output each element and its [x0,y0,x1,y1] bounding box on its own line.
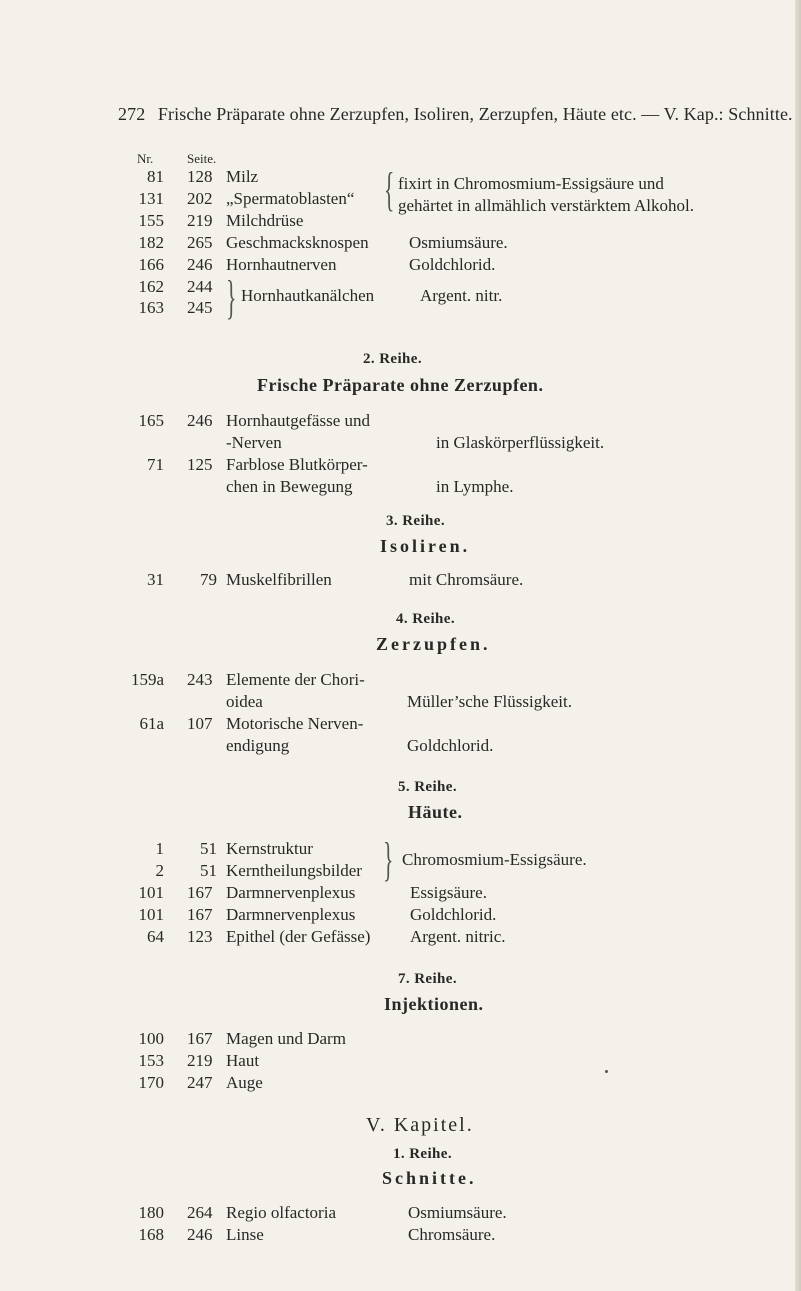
row-seite: 167 [187,883,213,902]
group-treatment-line2: gehärtet in allmählich verstärktem Alkohol. [398,196,694,215]
group-treatment: Chromosmium-Essigsäure. [402,850,587,869]
section-title: Schnitte. [382,1168,477,1188]
row-seite: 107 [187,714,213,733]
row-seite: 219 [187,1051,213,1070]
row-seite: 243 [187,670,213,689]
group-treatment-line1: fixirt in Chromosmium-Essigsäure und [398,174,664,193]
row-treatment: Argent. nitric. [410,927,506,946]
row-treatment: Osmiumsäure. [409,233,508,252]
row-name-line1: Farblose Blutkörper- [226,455,368,474]
row-seite: 167 [187,905,213,924]
row-treatment: Müller’sche Flüssigkeit. [407,692,572,711]
row-treatment: Essigsäure. [410,883,487,902]
row-nr: 71 [147,455,164,474]
row-name: Kerntheilungsbilder [226,861,362,880]
row-seite: 264 [187,1203,213,1222]
hornhaut-name: Hornhautkanälchen [241,286,375,305]
row-seite: 202 [187,189,213,208]
row-seite: 79 [200,570,217,589]
row-nr: 163 [138,298,164,317]
row-nr: 101 [138,883,164,902]
row-nr: 182 [138,233,164,252]
row-treatment: Chromsäure. [408,1225,496,1244]
row-nr: 2 [155,861,164,880]
row-nr: 153 [138,1051,164,1070]
row-name: Geschmacksknospen [226,233,369,252]
running-header [118,104,793,125]
row-nr: 170 [138,1073,164,1092]
row-nr: 131 [138,189,164,208]
row-treatment: mit Chromsäure. [409,570,524,589]
row-seite: 245 [187,298,213,317]
column-seite-heading: Seite. [187,151,217,166]
row-seite: 219 [187,211,213,230]
row-nr: 31 [147,570,164,589]
row-name: Darmnervenplexus [226,905,356,924]
row-name-line1: Motorische Nerven- [226,714,364,733]
row-nr: 100 [138,1029,164,1048]
reihe-label: 3. Reihe. [386,513,446,529]
row-nr: 168 [138,1225,164,1244]
row-name: Milchdrüse [226,211,304,230]
section-title: Häute. [408,802,463,822]
reihe-label: 5. Reihe. [398,779,458,795]
row-treatment: Goldchlorid. [410,905,497,924]
section-title: Zerzupfen. [376,634,491,654]
row-seite: 51 [200,839,217,858]
row-nr: 64 [147,927,164,946]
row-nr: 159a [130,670,164,689]
row-name: Regio olfactoria [226,1203,336,1222]
chapter-heading: V. Kapitel. [366,1114,474,1136]
header-title: Frische Präparate ohne Zerzupfen, Isoliren, Zerzupfen, Häute etc. — V. Kap.: Schnitte. [157,104,793,124]
row-nr: 180 [138,1203,164,1222]
row-name: Muskelfibrillen [226,570,332,589]
row-seite: 244 [187,277,213,296]
row-name: Linse [226,1225,264,1244]
right-brace: } [383,833,394,886]
row-seite: 125 [187,455,213,474]
row-nr: 81 [147,167,164,186]
row-name-line2: -Nerven [226,433,282,452]
section-title: Frische Präparate ohne Zerzupfen. [257,375,544,395]
right-brace: } [226,271,237,324]
reihe-label: 1. Reihe. [393,1146,453,1162]
row-name-line2: endigung [226,736,290,755]
row-treatment: Goldchlorid. [407,736,494,755]
row-nr: 155 [138,211,164,230]
row-seite: 247 [187,1073,213,1092]
row-seite: 246 [187,411,213,430]
row-treatment: in Glaskörperflüssigkeit. [436,433,605,452]
row-name-line1: Hornhautgefässe und [226,411,370,430]
left-brace: { [384,163,395,216]
page-edge [795,0,801,1291]
row-name: Milz [226,167,259,186]
row-seite: 265 [187,233,213,252]
row-name: Kernstruktur [226,839,313,858]
row-treatment: Goldchlorid. [409,255,496,274]
row-treatment: Osmiumsäure. [408,1203,507,1222]
row-seite: 128 [187,167,213,186]
row-seite: 123 [187,927,213,946]
row-seite: 51 [200,861,217,880]
row-seite: 246 [187,1225,213,1244]
row-nr: 165 [138,411,164,430]
stray-ink-dot [605,1070,608,1073]
row-name: Epithel (der Gefässe) [226,927,371,946]
row-name-line2: oidea [226,692,263,711]
reihe-label: 7. Reihe. [398,971,458,987]
reihe-label: 4. Reihe. [396,611,456,627]
page-number: 272 [118,104,146,124]
row-seite: 246 [187,255,213,274]
section-title: Injektionen. [384,994,484,1014]
row-nr: 101 [138,905,164,924]
row-name-line1: Elemente der Chori- [226,670,365,689]
row-name: Haut [226,1051,260,1070]
row-treatment: in Lymphe. [436,477,514,496]
row-nr: 1 [155,839,164,858]
row-nr: 166 [138,255,164,274]
row-name: Hornhautnerven [226,255,337,274]
row-name: Darmnervenplexus [226,883,356,902]
row-seite: 167 [187,1029,213,1048]
row-name: Magen und Darm [226,1029,346,1048]
row-name-line2: chen in Bewegung [226,477,353,496]
section-title: Isoliren. [380,536,471,556]
row-name: „Spermatoblasten“ [226,189,355,208]
reihe-label: 2. Reihe. [363,351,423,367]
row-nr: 61a [139,714,164,733]
row-name: Auge [226,1073,263,1092]
column-nr-heading: Nr. [137,151,154,166]
hornhaut-treatment: Argent. nitr. [420,286,503,305]
row-nr: 162 [138,277,164,296]
